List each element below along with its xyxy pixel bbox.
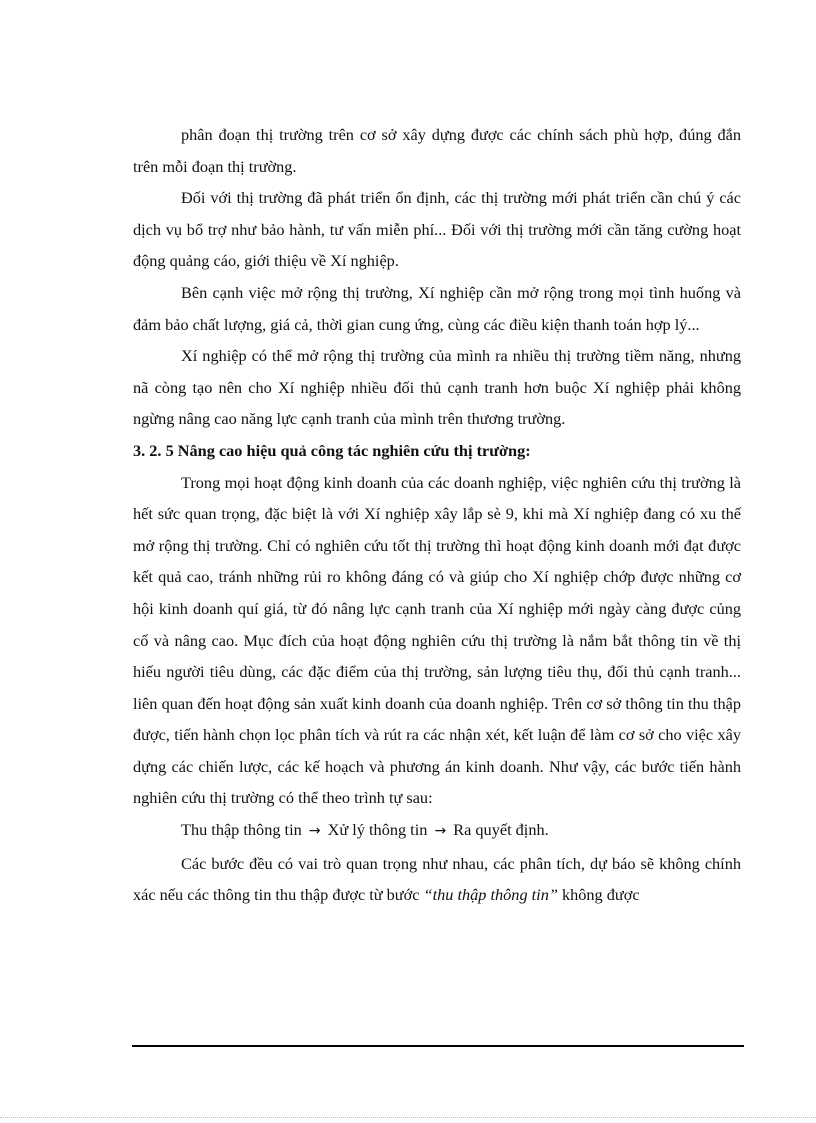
paragraph-continuation: phân đoạn thị trường trên cơ sở xây dựng được các chính sách phù hợp, đúng đắn trên mỗi đoạn thị trường.	[133, 125, 741, 176]
closing-text-before: Các bước đều có vai trò quan trọng như nhau, các phân tích, dự báo sẽ không chính xác nếu các thông tin thu thập được từ bước	[133, 853, 741, 905]
section-heading: 3. 2. 5 Nâng cao hiệu quả công tác nghiên cứu thị trường:	[133, 440, 531, 460]
paragraph-market-support: Đối với thị trường đã phát triển ổn định, các thị trường mới phát triển cần chú ý các dịch vụ bổ trợ như bảo hành, tư vấn miễn phí... Đối với thị trường mới cần tăng cường hoạt động quảng cáo, giới thiệu về Xí nghiệp.	[133, 188, 741, 271]
arrow-right-icon: →	[434, 823, 447, 840]
arrow-right-icon: →	[308, 823, 321, 840]
paragraph-market-expansion: Bên cạnh việc mở rộng thị trường, Xí nghiệp cần mở rộng trong mọi tình huống và đảm bảo chất lượng, giá cả, thời gian cung ứng, cùng các điều kiện thanh toán hợp lý...	[133, 282, 741, 334]
paragraph-competition: Xí nghiệp có thể mở rộng thị trường của mình ra nhiều thị trường tiềm năng, nhưng nã còng tạo nên cho Xí nghiệp nhiều đối thủ cạnh tranh hơn buộc Xí nghiệp phải không ngừng nâng cao năng lực cạnh tranh của mình trên thương trường.	[133, 346, 741, 429]
paragraph-market-research: Trong mọi hoạt động kinh doanh của các doanh nghiệp, việc nghiên cứu thị trường là hết sức quan trọng, đặc biệt là với Xí nghiệp xây lắp sè 9, khi mà Xí nghiệp đang có xu thế mở rộng thị trường. Chỉ có nghiên cứu tốt thị trường thì hoạt động kinh doanh mới đạt được kết quả cao, tránh những rủi ro không đáng có và giúp cho Xí nghiệp chớp được những cơ hội kinh doanh quí giá, từ đó nâng lực cạnh tranh của Xí nghiệp mới ngày càng được củng cố và nâng cao. Mục đích của hoạt động nghiên cứu thị trường là nắm bắt thông tin về thị hiếu người tiêu dùng, các đặc điểm của thị trường, sản lượng tiêu thụ, đối thủ cạnh tranh... liên quan đến hoạt động sản xuất kinh doanh của doanh nghiệp. Trên cơ sở thông tin thu thập được, tiến hành chọn lọc phân tích và rút ra các nhận xét, kết luận để làm cơ sở cho việc xây dựng các chiến lược, các kế hoạch và phương án kinh doanh. Như vậy, các bước tiến hành nghiên cứu thị trường có thể theo trình tự sau:	[133, 472, 741, 808]
closing-text-after: không được	[557, 885, 640, 905]
page-edge-divider	[0, 1117, 816, 1118]
paragraph-closing	[133, 848, 741, 911]
footer-rule	[132, 1045, 744, 1047]
flow-step-collect: Thu thập thông tin	[181, 820, 302, 840]
closing-quote: “thu thập thông tin”	[423, 885, 558, 905]
body-text	[133, 119, 741, 911]
flow-step-decide: Ra quyết định.	[453, 820, 549, 840]
flow-step-process: Xử lý thông tin	[327, 820, 428, 840]
process-flow	[133, 814, 741, 848]
